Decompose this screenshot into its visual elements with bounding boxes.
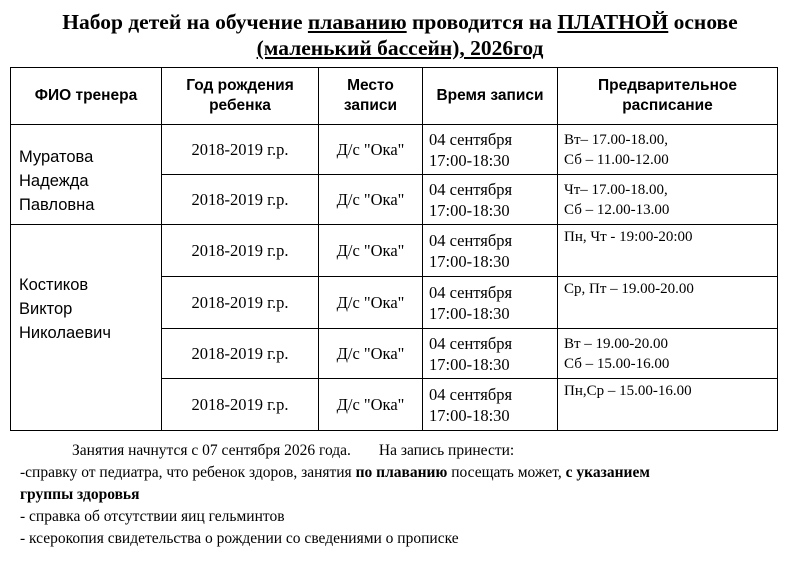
table-row [11, 225, 778, 277]
schedule-line: Чт– 17.00-18.00, [564, 181, 668, 198]
schedule-cell [558, 175, 778, 225]
date-text: 04 сентября [429, 129, 513, 149]
time-cell [423, 225, 558, 277]
time-text: 17:00-18:30 [429, 405, 510, 425]
table-header-row [11, 68, 778, 125]
bring-list-heading: На запись принести: [378, 442, 515, 459]
requirement-text: посещать может, [447, 464, 566, 481]
title-subtitle: (маленький бассейн), 2026год [256, 36, 544, 60]
page-title [0, 9, 800, 61]
coach-name-line: Павловна [19, 196, 95, 214]
header-text: Место [347, 77, 394, 94]
birth-year-cell: 2018-2019 г.р. [162, 175, 319, 225]
date-text: 04 сентября [429, 230, 513, 250]
birth-year-cell: 2018-2019 г.р. [162, 379, 319, 431]
title-line-1 [0, 9, 800, 35]
requirement-item: - справка об отсутствии яиц гельминтов [20, 508, 285, 525]
time-cell [423, 379, 558, 431]
header-text: Предварительное [597, 77, 738, 94]
schedule-cell [558, 225, 778, 277]
notes-start-line [20, 440, 790, 462]
birth-year-cell: 2018-2019 г.р. [162, 125, 319, 175]
place-cell: Д/с "Ока" [319, 379, 423, 431]
schedule-line: Пн,Ср – 15.00-16.00 [564, 383, 692, 399]
schedule-line: Вт– 17.00-18.00, [564, 131, 669, 148]
coach-name-line: Надежда [19, 172, 89, 190]
title-text: основе [668, 10, 738, 34]
schedule-line: Сб – 12.00-13.00 [564, 201, 670, 218]
header-birth-year [162, 68, 319, 125]
requirement-item [20, 462, 790, 484]
requirement-item: - ксерокопия свидетельства о рождении со сведениями о прописке [20, 530, 459, 547]
schedule-line: Сб – 15.00-16.00 [564, 355, 670, 372]
header-time: Время записи [423, 68, 558, 125]
requirement-bold-text: группы здоровья [20, 486, 140, 503]
place-cell: Д/с "Ока" [319, 125, 423, 175]
coach-name-line: Муратова [19, 148, 94, 166]
header-fio: ФИО тренера [11, 68, 162, 125]
header-text: записи [343, 97, 398, 114]
coach-name-line: Николаевич [19, 324, 111, 342]
place-cell: Д/с "Ока" [319, 225, 423, 277]
time-cell [423, 277, 558, 329]
header-text: расписание [622, 97, 713, 114]
time-cell [423, 175, 558, 225]
coach-name-cell [11, 225, 162, 431]
place-cell: Д/с "Ока" [319, 329, 423, 379]
title-text: проводится на [406, 10, 558, 34]
schedule-line: Ср, Пт – 19.00-20.00 [564, 281, 694, 297]
schedule-cell [558, 329, 778, 379]
notes-section [20, 440, 790, 550]
coach-name-line: Виктор [19, 300, 73, 318]
time-cell [423, 329, 558, 379]
header-schedule [558, 68, 778, 125]
coach-name-cell [11, 125, 162, 225]
time-text: 17:00-18:30 [429, 251, 510, 271]
schedule-cell [558, 125, 778, 175]
schedule-cell [558, 379, 778, 431]
place-cell: Д/с "Ока" [319, 277, 423, 329]
title-underlined-swimming: плаванию [307, 10, 407, 34]
start-date-text: Занятия начнутся с 07 сентября 2026 года. [72, 442, 351, 459]
schedule-table [10, 67, 778, 431]
title-line-2 [0, 35, 800, 61]
schedule-cell [558, 277, 778, 329]
header-text: ребенка [209, 97, 271, 114]
coach-name-line: Костиков [19, 276, 89, 294]
title-underlined-paid: ПЛАТНОЙ [557, 10, 669, 34]
time-text: 17:00-18:30 [429, 200, 510, 220]
time-text: 17:00-18:30 [429, 354, 510, 374]
birth-year-cell: 2018-2019 г.р. [162, 329, 319, 379]
time-text: 17:00-18:30 [429, 150, 510, 170]
schedule-line: Сб – 11.00-12.00 [564, 151, 669, 168]
place-cell: Д/с "Ока" [319, 175, 423, 225]
date-text: 04 сентября [429, 282, 513, 302]
schedule-line: Вт – 19.00-20.00 [564, 335, 669, 352]
requirement-text: -справку от педиатра, что ребенок здоров, занятия [20, 464, 356, 481]
date-text: 04 сентября [429, 333, 513, 353]
header-place [319, 68, 423, 125]
title-text: Набор детей на обучение [62, 10, 308, 34]
time-text: 17:00-18:30 [429, 303, 510, 323]
requirement-item-continued [20, 484, 790, 506]
requirement-bold-text: с указанием [565, 464, 650, 481]
birth-year-cell: 2018-2019 г.р. [162, 277, 319, 329]
schedule-line: Пн, Чт - 19:00-20:00 [564, 229, 693, 245]
requirement-bold-text: по плаванию [355, 464, 448, 481]
table-row [11, 125, 778, 175]
date-text: 04 сентября [429, 384, 513, 404]
birth-year-cell: 2018-2019 г.р. [162, 225, 319, 277]
time-cell [423, 125, 558, 175]
header-text: Год рождения [186, 77, 294, 94]
date-text: 04 сентября [429, 179, 513, 199]
